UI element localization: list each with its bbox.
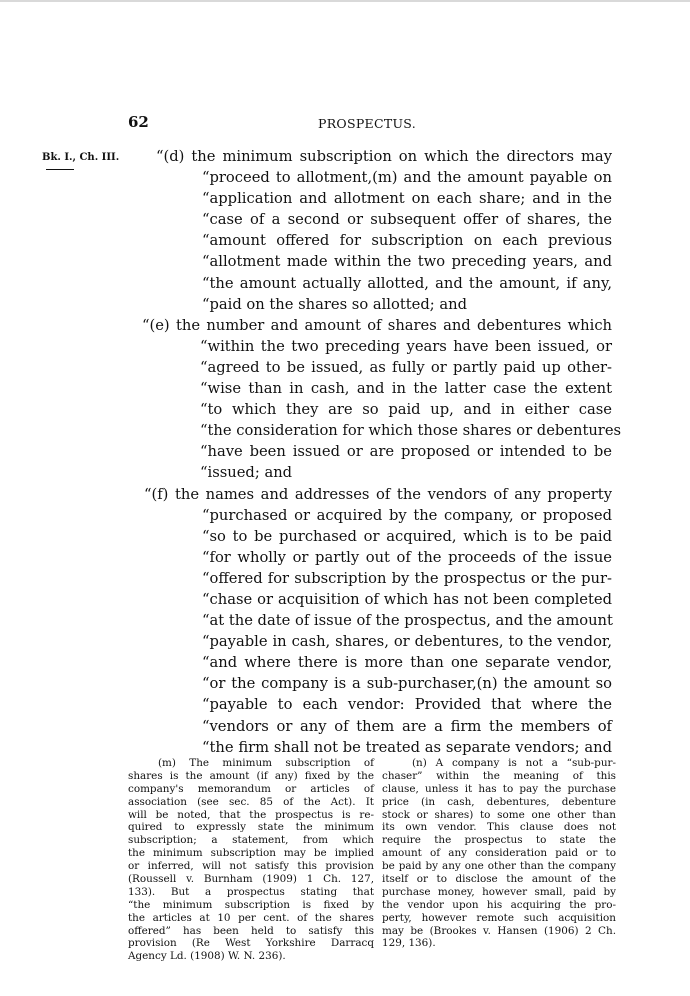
footnote-line: subscription; a statement, from which bbox=[128, 834, 374, 847]
footnote-line: the articles at 10 per cent. of the shares bbox=[128, 911, 374, 924]
footnote-line: chaser” within the meaning of this bbox=[382, 769, 616, 782]
footnote-line: shares is the amount (if any) fixed by the bbox=[128, 769, 374, 782]
text-line: “to which they are so paid up, and in either case bbox=[200, 401, 612, 419]
text-line: “amount offered for subscription on each previous bbox=[202, 232, 612, 250]
text-line: “or the company is a sub-purchaser,(n) the amount so bbox=[202, 675, 612, 693]
footnote-line: quired to expressly state the minimum bbox=[128, 821, 374, 834]
margin-dash bbox=[46, 169, 74, 170]
footnote-m bbox=[128, 757, 374, 963]
text-line: “chase or acquisition of which has not been completed bbox=[202, 590, 612, 608]
text-line: “payable in cash, shares, or debentures, to the vendor, bbox=[202, 633, 612, 651]
text-line: “case of a second or subsequent offer of shares, the bbox=[202, 211, 612, 229]
footnote-line: perty, however remote such acquisition bbox=[382, 911, 616, 924]
footnote-n bbox=[382, 757, 616, 950]
text-line: “application and allotment on each share; and in the bbox=[202, 190, 612, 208]
footnote-line: stock or shares) to some one other than bbox=[382, 808, 616, 821]
text-line: “issued; and bbox=[200, 464, 293, 482]
text-line: “the amount actually allotted, and the amount, if any, bbox=[202, 274, 612, 292]
footnote-line: association (see sec. 85 of the Act). It bbox=[128, 795, 374, 808]
footnote-line: offered” has been held to satisfy this bbox=[128, 924, 374, 937]
footnote-line: (Roussell v. Burnham (1909) 1 Ch. 127, bbox=[128, 873, 374, 886]
text-line: “wise than in cash, and in the latter case the extent bbox=[200, 380, 612, 398]
text-line: “so to be purchased or acquired, which is to be paid bbox=[202, 527, 612, 545]
footnote-line: 129, 136). bbox=[382, 937, 436, 950]
running-title: PROSPECTUS. bbox=[318, 116, 416, 131]
footnote-line: amount of any consideration paid or to bbox=[382, 847, 616, 860]
text-line: “purchased or acquired by the company, or proposed bbox=[202, 506, 612, 524]
footnote-line: require the prospectus to state the bbox=[382, 834, 616, 847]
text-line: “the consideration for which those shares or debentures bbox=[200, 422, 622, 440]
footnote-line: will be noted, that the prospectus is re- bbox=[128, 808, 374, 821]
text-line: “the firm shall not be treated as separate vendors; and bbox=[202, 738, 612, 756]
footnote-line: clause, unless it has to pay the purchase bbox=[382, 782, 616, 795]
text-line: “offered for subscription by the prospectus or the pur- bbox=[202, 569, 612, 587]
top-border bbox=[0, 0, 690, 2]
text-line: “at the date of issue of the prospectus, and the amount bbox=[202, 612, 613, 630]
text-line: “proceed to allotment,(m) and the amount payable on bbox=[202, 169, 612, 187]
footnote-line: 133). But a prospectus stating that bbox=[128, 885, 374, 898]
footnote-line: (m) The minimum subscription of bbox=[158, 757, 374, 769]
text-line: “agreed to be issued, as fully or partly paid up other- bbox=[200, 358, 612, 376]
text-line: “vendors or any of them are a firm the members of bbox=[202, 717, 612, 735]
footnote-line: purchase money, however small, paid by bbox=[382, 885, 616, 898]
footnote-line: the vendor upon his acquiring the pro- bbox=[382, 898, 616, 911]
text-line: “payable to each vendor: Provided that where the bbox=[202, 696, 612, 714]
footnote-line: “the minimum subscription is fixed by bbox=[128, 898, 374, 911]
footnote-line: be paid by any one other than the company bbox=[382, 860, 616, 873]
statute-text bbox=[142, 146, 622, 758]
text-line: “paid on the shares so allotted; and bbox=[202, 295, 467, 313]
footnote-line: its own vendor. This clause does not bbox=[382, 821, 616, 834]
footnote-line: provision (Re West Yorkshire Darracq bbox=[128, 937, 374, 950]
text-line: “allotment made within the two preceding years, and bbox=[202, 253, 612, 271]
text-line: “have been issued or are proposed or intended to be bbox=[200, 443, 612, 461]
text-line: “within the two preceding years have been issued, or bbox=[200, 337, 612, 355]
text-line: “and where there is more than one separate vendor, bbox=[202, 654, 612, 672]
footnote-line: (n) A company is not a “sub-pur- bbox=[412, 757, 616, 769]
footnote-line: the minimum subscription may be implied bbox=[128, 847, 374, 860]
margin-note-text: Bk. I., Ch. III. bbox=[42, 152, 120, 163]
footnote-line: Agency Ld. (1908) W. N. 236). bbox=[128, 950, 286, 963]
text-line: “(d) the minimum subscription on which the directors may bbox=[156, 148, 612, 165]
text-line: “(e) the number and amount of shares and debentures which bbox=[142, 316, 612, 334]
margin-note bbox=[42, 152, 119, 170]
footnote-line: price (in cash, debentures, debenture bbox=[382, 795, 616, 808]
footnote-line: may be (Brookes v. Hansen (1906) 2 Ch. bbox=[382, 924, 616, 937]
text-line: “for wholly or partly out of the proceeds of the issue bbox=[202, 548, 612, 566]
text-line: “(f) the names and addresses of the vendors of any property bbox=[144, 485, 612, 503]
page-number: 62 bbox=[128, 113, 149, 131]
footnote-line: itself or to disclose the amount of the bbox=[382, 873, 616, 886]
footnote-line: or inferred, will not satisfy this provision bbox=[128, 860, 374, 873]
footnote-line: company's memorandum or articles of bbox=[128, 782, 374, 795]
